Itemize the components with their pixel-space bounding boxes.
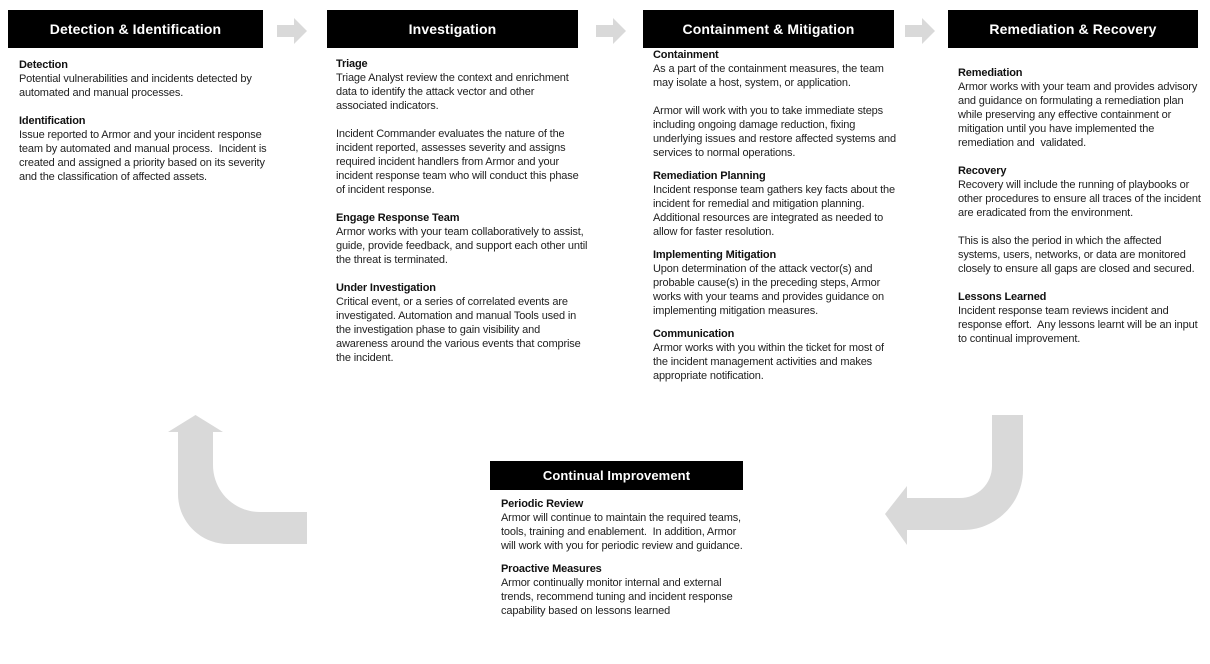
- section-heading: Lessons Learned: [958, 291, 1047, 303]
- section-paragraph: Armor will continue to maintain the required teams, tools, training and enablement. In addition, Armor will work with you for periodic review and guidance.: [501, 512, 744, 552]
- phase-section: [653, 169, 901, 239]
- phase-section: [336, 57, 588, 197]
- phase-body-continual-improvement: [501, 497, 749, 627]
- section-heading: Recovery: [958, 165, 1007, 177]
- phase-header-remediation-recovery: Remediation & Recovery: [948, 10, 1198, 48]
- section-paragraph: Triage Analyst review the context and enrichment data to identify the attack vector and other associated indicators.: [336, 72, 572, 112]
- section-paragraph: Incident response team reviews incident and response effort. Any lessons learnt will be an input to continual improvement.: [958, 305, 1201, 345]
- phase-body-investigation: [336, 57, 591, 379]
- section-heading: Detection: [19, 59, 68, 71]
- section-paragraph: Upon determination of the attack vector(s) and probable cause(s) in the preceding steps, Armor works with your teams and provides guidance on implementing mitigation measures.: [653, 263, 887, 317]
- phase-section: [336, 211, 591, 267]
- section-paragraph: As a part of the containment measures, the team may isolate a host, system, or application.: [653, 63, 887, 89]
- phase-body-remediation-recovery: [958, 66, 1206, 360]
- loop-arrow-left-icon: [885, 415, 1023, 545]
- section-heading: Remediation Planning: [653, 170, 766, 182]
- phase-section: [501, 562, 749, 618]
- section-heading: Periodic Review: [501, 498, 584, 510]
- section-paragraph: Incident response team gathers key facts about the incident for remedial and mitigation planning. Additional resources are integrated as needed to allow for faster resolution.: [653, 184, 898, 238]
- flow-arrow-icon: [905, 18, 935, 44]
- phase-header-continual-improvement: Continual Improvement: [490, 461, 743, 490]
- section-heading: Triage: [336, 58, 368, 70]
- section-heading: Remediation: [958, 67, 1023, 79]
- phase-header-investigation: Investigation: [327, 10, 578, 48]
- phase-section: [958, 164, 1206, 276]
- phase-section: [653, 327, 901, 383]
- section-paragraph: Armor will work with you to take immediate steps including ongoing damage reduction, fixing underlying issues and restore affected systems and services to normal operations.: [653, 105, 899, 159]
- phase-section: [958, 66, 1206, 150]
- phase-header-detection-identification: Detection & Identification: [8, 10, 263, 48]
- section-paragraph: Potential vulnerabilities and incidents detected by automated and manual processes.: [19, 73, 255, 99]
- section-paragraph: Armor continually monitor internal and external trends, recommend tuning and incident response capability based on lessons learned: [501, 577, 736, 617]
- flow-arrow-icon: [277, 18, 307, 44]
- section-paragraph: Armor works with you within the ticket for most of the incident management activities and makes appropriate notification.: [653, 342, 887, 382]
- section-heading: Communication: [653, 328, 735, 340]
- loop-arrow-up-icon: [168, 415, 307, 544]
- section-heading: Identification: [19, 115, 86, 127]
- phase-section: [336, 281, 588, 365]
- phase-body-detection-identification: [19, 58, 273, 198]
- phase-section: [653, 48, 901, 160]
- section-paragraph: Incident Commander evaluates the nature of the incident reported, assesses severity and assigns required incident handlers from Armor and your incident response team who will conduct this phase of incident response.: [336, 128, 582, 196]
- phase-section: [653, 248, 901, 318]
- phase-section: [19, 58, 273, 100]
- section-heading: Under Investigation: [336, 282, 436, 294]
- section-paragraph: Armor works with your team and provides advisory and guidance on formulating a remediation plan while preserving any effective containment or mitigation until you have implemented the remediation and validated.: [958, 81, 1201, 149]
- phase-section: [19, 114, 273, 184]
- section-heading: Engage Response Team: [336, 212, 460, 224]
- section-paragraph: This is also the period in which the affected systems, users, networks, or data are monitored closely to ensure all gaps are closed and secured.: [958, 235, 1195, 275]
- phase-body-containment-mitigation: [653, 48, 901, 392]
- phase-section: [501, 497, 749, 553]
- phase-header-containment-mitigation: Containment & Mitigation: [643, 10, 894, 48]
- flow-arrow-icon: [596, 18, 626, 44]
- section-paragraph: Critical event, or a series of correlated events are investigated. Automation and manual Tools used in the investigation phase to gain visibility and awareness around the various events that comprise the incident.: [336, 296, 584, 364]
- section-paragraph: Armor works with your team collaboratively to assist, guide, provide feedback, and support each other until the threat is terminated.: [336, 226, 591, 266]
- section-paragraph: Issue reported to Armor and your incident response team by automated and manual process. Incident is created and assigned a priority based on its severity and the classification of affected assets.: [19, 129, 270, 183]
- section-heading: Implementing Mitigation: [653, 249, 777, 261]
- section-heading: Proactive Measures: [501, 563, 602, 575]
- phase-section: [958, 290, 1206, 346]
- section-paragraph: Recovery will include the running of playbooks or other procedures to ensure all traces of the incident are eradicated from the environment.: [958, 179, 1204, 219]
- section-heading: Containment: [653, 49, 719, 61]
